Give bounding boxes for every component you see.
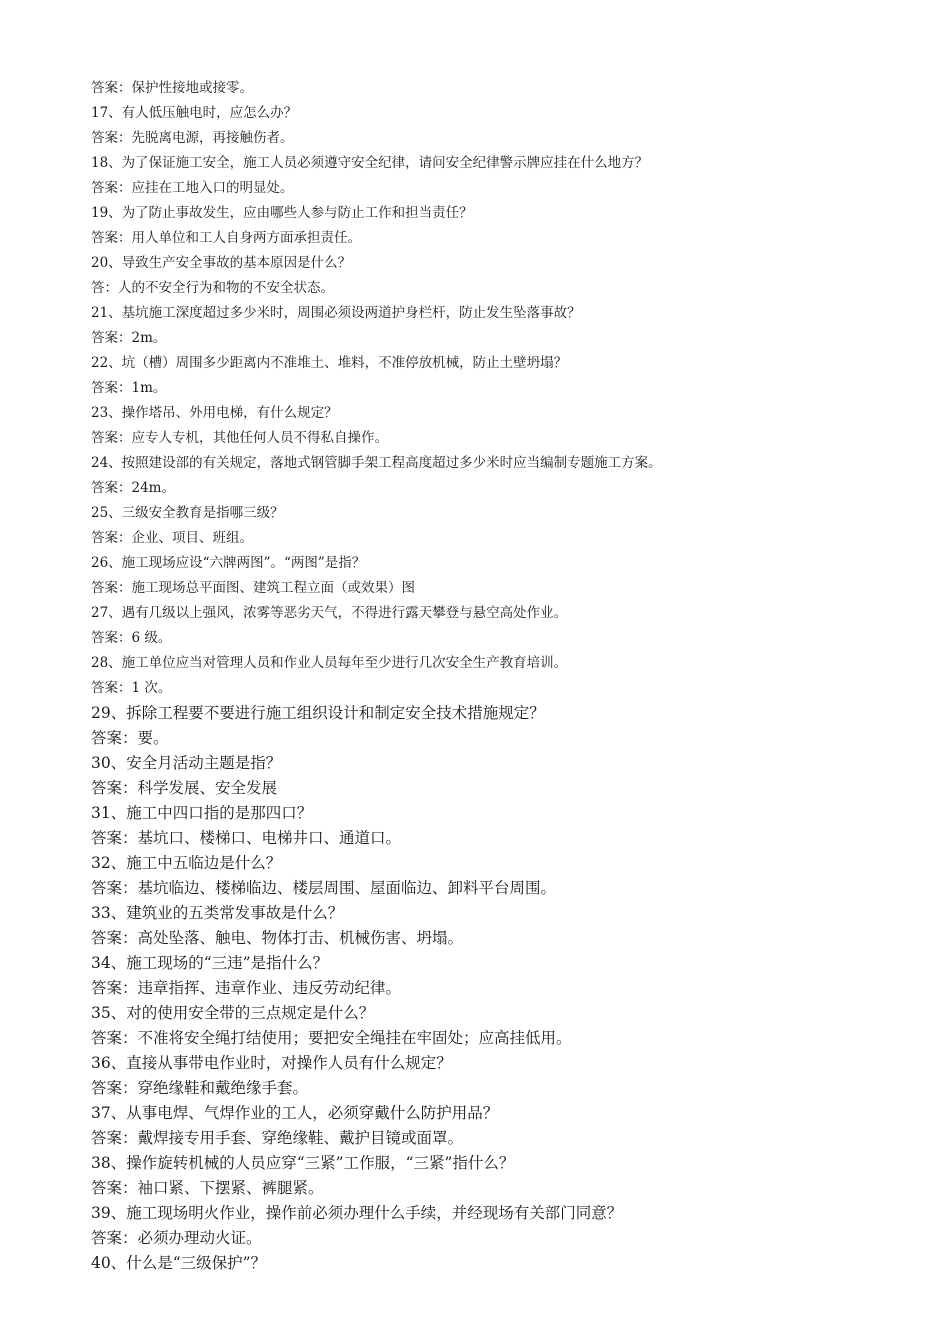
question-line: 21、基坑施工深度超过多少米时，周围必须设两道护身栏杆，防止发生坠落事故？	[91, 305, 581, 321]
answer-line: 答案：高处坠落、触电、物体打击、机械伤害、坍塌。	[91, 929, 464, 947]
question-line: 25、三级安全教育是指哪三级？	[91, 505, 284, 521]
answer-line: 答案：必须办理动火证。	[91, 1229, 262, 1247]
answer-line: 答案：基坑临边、楼梯临边、楼层周围、屋面临边、卸料平台周围。	[91, 879, 557, 897]
question-line: 27、遇有几级以上强风，浓雾等恶劣天气，不得进行露天攀登与悬空高处作业。	[91, 605, 568, 621]
question-line: 24、按照建设部的有关规定，落地式钢管脚手架工程高度超过多少米时应当编制专题施工方案。	[91, 455, 662, 471]
answer-line: 答案：2m。	[91, 330, 167, 346]
question-line: 35、对的使用安全带的三点规定是什么？	[91, 1004, 375, 1022]
question-line: 28、施工单位应当对管理人员和作业人员每年至少进行几次安全生产教育培训。	[91, 655, 568, 671]
question-line: 32、施工中五临边是什么？	[91, 854, 282, 872]
question-line: 23、操作塔吊、外用电梯，有什么规定？	[91, 405, 338, 421]
answer-line: 答案：施工现场总平面图、建筑工程立面（或效果）图	[91, 580, 415, 596]
question-line: 31、施工中四口指的是那四口？	[91, 804, 313, 822]
answer-line: 答案：6 级。	[91, 630, 172, 646]
answer-line: 答案：戴焊接专用手套、穿绝缘鞋、戴护目镜或面罩。	[91, 1129, 464, 1147]
question-line: 17、有人低压触电时，应怎么办？	[91, 105, 298, 121]
answer-line: 答案：要。	[91, 729, 169, 747]
question-line: 18、为了保证施工安全，施工人员必须遵守安全纪律，请问安全纪律警示牌应挂在什么地方？	[91, 155, 649, 171]
question-line: 33、建筑业的五类常发事故是什么？	[91, 904, 344, 922]
question-line: 20、导致生产安全事故的基本原因是什么？	[91, 255, 352, 271]
answer-line: 答案：1 次。	[91, 680, 172, 696]
answer-line: 答案：违章指挥、违章作业、违反劳动纪律。	[91, 979, 402, 997]
question-line: 26、施工现场应设“六牌两图”。“两图”是指？	[91, 555, 366, 571]
question-line: 34、施工现场的“三违”是指什么？	[91, 954, 329, 972]
answer-line: 答案：先脱离电源，再接触伤者。	[91, 130, 294, 146]
answer-line: 答案：应挂在工地入口的明显处。	[91, 180, 294, 196]
question-line: 39、施工现场明火作业，操作前必须办理什么手续，并经现场有关部门同意？	[91, 1204, 623, 1222]
question-line: 19、为了防止事故发生，应由哪些人参与防止工作和担当责任？	[91, 205, 473, 221]
question-line: 38、操作旋转机械的人员应穿“三紧”工作服，“三紧”指什么？	[91, 1154, 515, 1172]
answer-line: 答案：24m。	[91, 480, 175, 496]
answer-line: 答：人的不安全行为和物的不安全状态。	[91, 280, 334, 296]
answer-line: 答案：应专人专机，其他任何人员不得私自操作。	[91, 430, 388, 446]
answer-line: 答案：企业、项目、班组。	[91, 530, 253, 546]
answer-line: 答案：袖口紧、下摆紧、裤腿紧。	[91, 1179, 324, 1197]
answer-line: 答案：不准将安全绳打结使用；要把安全绳挂在牢固处；应高挂低用。	[91, 1029, 572, 1047]
question-line: 30、安全月活动主题是指？	[91, 754, 282, 772]
document-page	[91, 76, 891, 1276]
answer-line: 答案：科学发展、安全发展	[91, 779, 278, 797]
question-line: 37、从事电焊、气焊作业的工人，必须穿戴什么防护用品？	[91, 1104, 499, 1122]
question-line: 29、拆除工程要不要进行施工组织设计和制定安全技术措施规定？	[91, 704, 545, 722]
answer-line: 答案：1m。	[91, 380, 167, 396]
answer-line: 答案：穿绝缘鞋和戴绝缘手套。	[91, 1079, 309, 1097]
question-line: 40、什么是“三级保护”？	[91, 1254, 267, 1272]
question-line: 22、坑（槽）周围多少距离内不准堆土、堆料，不准停放机械，防止土壁坍塌？	[91, 355, 568, 371]
question-line: 36、直接从事带电作业时，对操作人员有什么规定？	[91, 1054, 452, 1072]
answer-line: 答案：基坑口、楼梯口、电梯井口、通道口。	[91, 829, 402, 847]
answer-line: 答案：用人单位和工人自身两方面承担责任。	[91, 230, 361, 246]
answer-line: 答案：保护性接地或接零。	[91, 80, 253, 96]
